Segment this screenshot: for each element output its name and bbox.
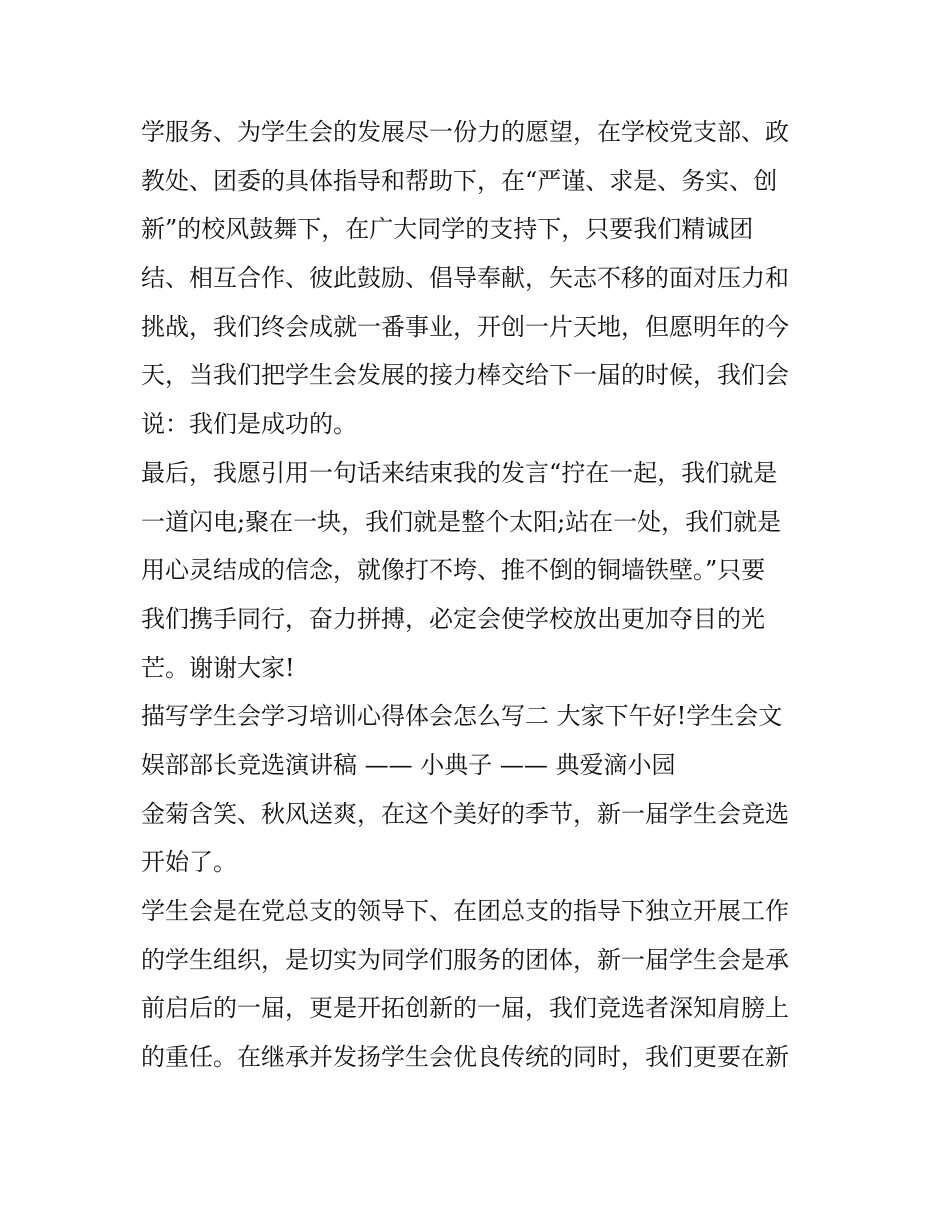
text-line: 学服务、为学生会的发展尽一份力的愿望，在学校党支部、政 bbox=[141, 118, 789, 146]
document-body bbox=[141, 108, 821, 1082]
text-line: 金菊含笑、秋风送爽，在这个美好的季节，新一届学生会竞选 bbox=[141, 799, 789, 828]
text-line: 新”的校风鼓舞下，在广大同学的支持下，只要我们精诚团 bbox=[141, 215, 754, 244]
text-line: 娱部部长竞选演讲稿 —— 小典子 —— 典爱滴小园 bbox=[141, 750, 676, 779]
text-line: 芒。谢谢大家! bbox=[141, 653, 295, 682]
text-line: 最后，我愿引用一句话来结束我的发言“拧在一起，我们就是 bbox=[141, 458, 778, 487]
text-line: 学生会是在党总支的领导下、在团总支的指导下独立开展工作 bbox=[141, 897, 789, 925]
text-line: 的学生组织，是切实为同学们服务的团体，新一届学生会是承 bbox=[141, 945, 789, 974]
text-line: 一道闪电;聚在一块，我们就是整个太阳;站在一处，我们就是 bbox=[141, 507, 782, 536]
text-line: 开始了。 bbox=[141, 848, 237, 877]
text-line: 用心灵结成的信念，就像打不垮、推不倒的铜墙铁壁。”只要 bbox=[141, 556, 766, 585]
text-line: 说：我们是成功的。 bbox=[141, 410, 357, 439]
text-line: 的重任。在继承并发扬学生会优良传统的同时，我们更要在新 bbox=[141, 1043, 789, 1072]
text-line: 教处、团委的具体指导和帮助下，在“严谨、求是、务实、创 bbox=[141, 166, 778, 195]
text-line: 前启后的一届，更是开拓创新的一届，我们竞选者深知肩膀上 bbox=[141, 994, 789, 1023]
text-line: 我们携手同行，奋力拼搏，必定会使学校放出更加夺目的光 bbox=[141, 604, 765, 633]
text-line: 结、相互合作、彼此鼓励、倡导奉献，矢志不移的面对压力和 bbox=[141, 264, 789, 293]
text-line: 描写学生会学习培训心得体会怎么写二 大家下午好!学生会文 bbox=[141, 702, 783, 731]
text-line: 天，当我们把学生会发展的接力棒交给下一届的时候，我们会 bbox=[141, 361, 789, 390]
text-line: 挑战，我们终会成就一番事业，开创一片天地，但愿明年的今 bbox=[141, 312, 789, 341]
